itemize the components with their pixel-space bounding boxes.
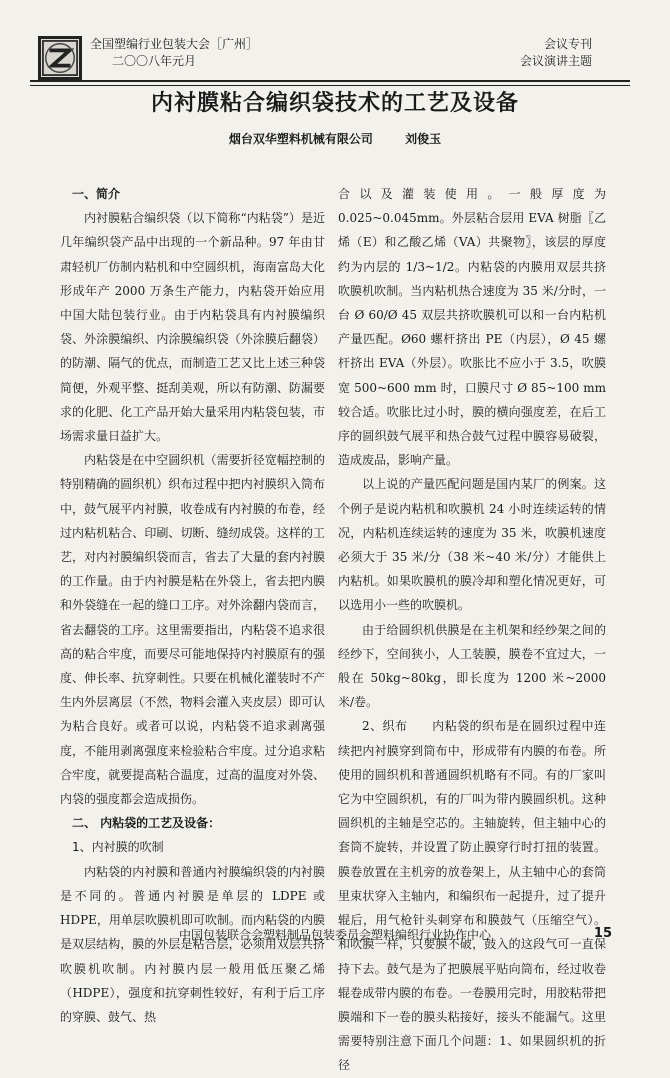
header-special-issue: 会议专刊 xyxy=(543,37,592,51)
right-column xyxy=(338,182,606,1078)
paragraph: 内粘袋的内衬膜和普通内衬膜编织袋的内衬膜是不同的。普通内衬膜是单层的 LDPE 或 HDPE，用单层吹膜机即可吹制。而内粘袋的内膜是双层结构，膜的外层是粘合层，必须用双层共挤吹膜机吹制。内衬膜内层一般用低压聚乙烯（HDPE），强度和抗穿刺性较好，有利于后工序的穿膜、鼓气、热 xyxy=(60,864,325,1024)
article-title: 内衬膜粘合编织袋技术的工艺及设备 xyxy=(150,91,519,116)
byline xyxy=(0,130,670,147)
logo-mark-icon xyxy=(41,39,79,77)
header-org: 全国塑编行业包装大会［广州］ xyxy=(90,37,259,51)
author-name: 刘俊玉 xyxy=(405,132,442,146)
paragraph: 由于给圆织机供膜是在主机架和经纱架之间的经纱下，空间狭小，人工装膜，膜卷不宜过大，一般在 50kg~80kg，即长度为 1200 米~2000 米/卷。 xyxy=(338,622,606,710)
paragraph: 以上说的产量匹配问题是国内某厂的例案。这个例子是说内粘机和吹膜机 24 小时连续运转的情况，内粘机连续运转的速度为 35 米，吹膜机速度必须大于 35 米/分（38 米~40 米/分）才能供上内粘机。如果吹膜机的膜冷却和塑化情况更好，可以选用小一些的吹膜机。 xyxy=(338,477,606,613)
header-date: 二〇〇八年元月 xyxy=(112,54,197,68)
logo xyxy=(38,36,82,80)
subsection-heading: 1、内衬膜的吹制 xyxy=(72,840,164,855)
paragraph: 内衬膜粘合编织袋（以下简称“内粘袋”）是近几年编织袋产品中出现的一个新品种。97 年由甘肃轻机厂仿制内粘机和中空圆织机，海南富岛大化形成年产 2000 万条生产能力，内粘袋开始应用中国大陆包装行业。由于内粘袋具有内衬膜编织袋、外涂膜编织、内涂膜编织袋（外涂膜后翻袋）的防潮、隔气的优点，而制造工艺又比上述三种袋简便，外观平整、挺刮美观，所以有防潮、防漏要求的化肥、化工产品开始大量采用内粘袋包装，市场需求量日益扩大。 xyxy=(60,211,325,444)
footer-text: 中国包装联合会塑料制品包装委员会塑料编织行业协作中心 xyxy=(178,928,491,942)
header-topic: 会议演讲主题 xyxy=(519,54,592,68)
company-name: 烟台双华塑料机械有限公司 xyxy=(228,132,373,146)
header-right xyxy=(520,36,592,70)
left-column xyxy=(60,182,325,1029)
section-heading: 二、 内粘袋的工艺及设备： xyxy=(72,816,221,831)
paragraph: 2、织布 内粘袋的织布是在圆织过程中连续把内衬膜穿到筒布中，形成带有内膜的布卷。所使用的圆织机和普通圆织机略有不同。有的厂家叫它为中空圆织机，有的厂叫为带内膜圆织机。这种圆织机的主轴是空芯的。主轴旋转，但主轴中心的套筒不旋转，并设置了防止膜穿行时打扭的装置。膜卷放置在主机旁的放卷架上，从主轴中心的套筒里束状穿入主轴内，和编织布一起提升，过了提升辊后，用气枪针头刺穿布和膜鼓气（压缩空气）。和吹膜一样，只要膜不破，鼓入的这段气可一直保持下去。鼓气是为了把膜展平贴向筒布，经过收卷辊卷成带内膜的布卷。一卷膜用完时，用胶粘带把膜端和下一卷的膜头粘接好，接头不能漏气。这里需要特别注意下面几个问题：1、如果圆织机的折径 xyxy=(338,719,606,1073)
paragraph: 合以及灌装使用。一般厚度为 0.025~0.045mm。外层粘合层用 EVA 树脂〖乙烯（E）和乙酸乙烯（VA）共聚物〗，该层的厚度约为内层的 1/3~1/2。内粘袋的内膜用双层共挤吹膜机吹制。当内粘机热合速度为 35 米/分时，一台 Ø 60/Ø 45 双层共挤吹膜机可以和一台内粘机产量匹配。Ø60 螺杆挤出 PE（内层），Ø 45 螺杆挤出 EVA（外层）。吹胀比不应小于 3.5，吹膜宽 500~600 mm 时，口膜尺寸 Ø 85~100 mm 较合适。吹胀比过小时，膜的横向强度差，在后工序的圆织鼓气展平和热合鼓气过程中膜容易破裂，造成废品，影响产量。 xyxy=(338,187,606,468)
page-number: 15 xyxy=(593,926,612,941)
header-left xyxy=(90,36,258,70)
paragraph: 内粘袋是在中空圆织机（需要折径宽幅控制的特别精确的圆织机）织布过程中把内衬膜织入筒布中，鼓气展平内衬膜，收卷成有内衬膜的布卷，经过内粘机粘合、印刷、切断、缝纫成袋。这样的工艺，对内衬膜编织袋而言，省去了大量的套内衬膜的工作量。由于内衬膜是粘在外袋上，省去把内膜和外袋缝在一起的缝口工序。对外涂翻内袋而言，省去翻袋的工序。这里需要指出，内粘袋不追求很高的粘合牢度，而要尽可能地保持内衬膜原有的强度、伸长率、抗穿刺性。只要在机械化灌装时不产生内外层离层（不然，物料会灌入夹皮层）即可认为粘合良好。或者可以说，内粘袋不追求剥离强度，不能用剥离强度来检验粘合牢度。过分追求粘合牢度，就要提高粘合温度，过高的温度对外袋、内袋的强度都会造成损伤。 xyxy=(60,453,325,807)
section-heading: 一、简介 xyxy=(72,187,121,201)
